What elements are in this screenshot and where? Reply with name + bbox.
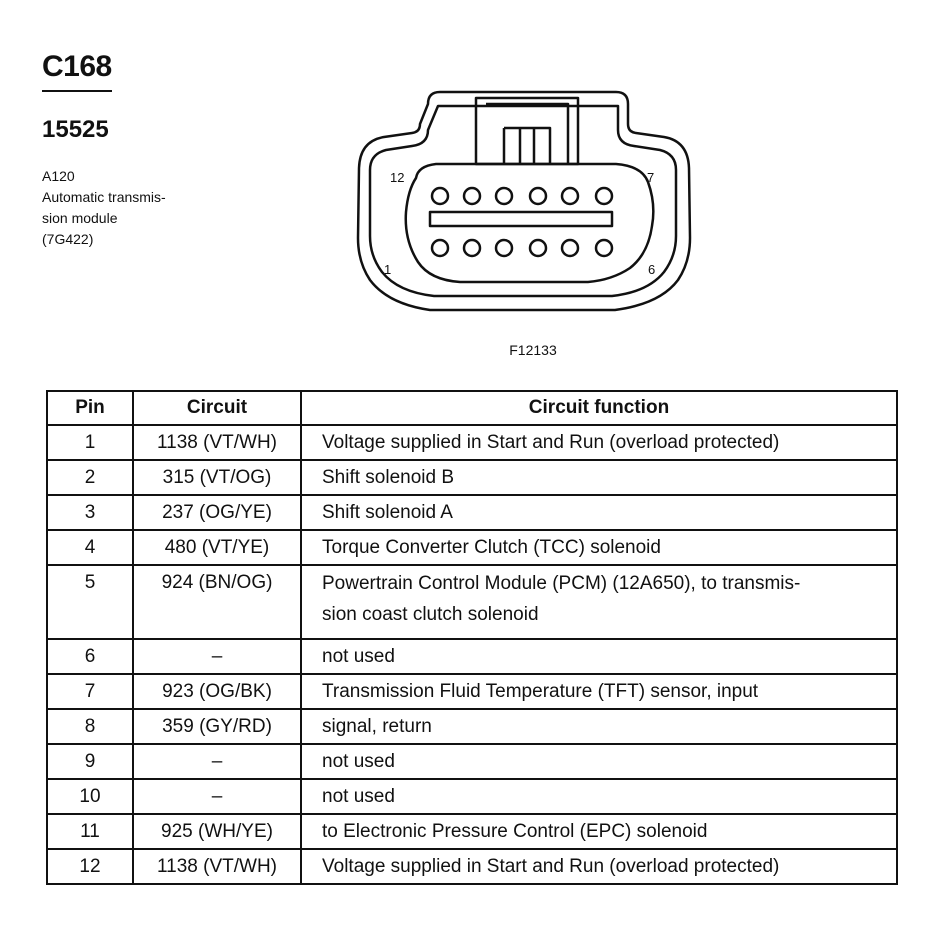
pin-cavity-11 [464,188,480,204]
pin-cell: 4 [47,530,133,565]
table-row [47,565,897,639]
circuit-cell: 1138 (VT/WH) [133,849,301,884]
table-row [47,425,897,460]
pin-label-top-left: 12 [390,170,405,185]
pin-cell: 1 [47,425,133,460]
pin-cell: 6 [47,639,133,674]
connector-id: C168 [42,50,112,92]
description-line: Automatic transmis- [42,189,166,205]
function-cell: not used [301,779,897,814]
pin-cell: 5 [47,565,133,639]
circuit-cell: 359 (GY/RD) [133,709,301,744]
description-line: A120 [42,168,75,184]
table-row [47,674,897,709]
function-line: sion coast clutch solenoid [322,604,539,625]
table-row [47,849,897,884]
pin-table [46,390,898,885]
description-line: (7G422) [42,231,94,247]
table-row [47,779,897,814]
function-cell: Shift solenoid B [301,460,897,495]
function-cell: Voltage supplied in Start and Run (overload protected) [301,425,897,460]
table-row [47,639,897,674]
figure-id: F12133 [509,342,557,358]
table-row [47,744,897,779]
table-header-row [47,391,897,425]
locking-tab [476,98,578,164]
pin-cavity-12 [432,188,448,204]
pin-cavity-7 [596,188,612,204]
function-cell [301,565,897,639]
pin-cell: 9 [47,744,133,779]
pin-cell: 3 [47,495,133,530]
pin-label-top-right: 7 [647,170,655,185]
pin-cell: 12 [47,849,133,884]
circuit-cell: 923 (OG/BK) [133,674,301,709]
table-row [47,709,897,744]
circuit-cell: 925 (WH/YE) [133,814,301,849]
header-pin: Pin [47,391,133,425]
pin-label-bottom-right: 6 [648,262,656,277]
function-cell: Voltage supplied in Start and Run (overload protected) [301,849,897,884]
circuit-cell: – [133,779,301,814]
table-row [47,495,897,530]
pin-cavity-10 [496,188,512,204]
function-cell: not used [301,639,897,674]
pin-label-bottom-left: 1 [384,262,392,277]
table-row [47,530,897,565]
circuit-cell: 315 (VT/OG) [133,460,301,495]
circuit-cell: 237 (OG/YE) [133,495,301,530]
function-cell: Shift solenoid A [301,495,897,530]
circuit-cell: – [133,639,301,674]
circuit-cell: – [133,744,301,779]
pin-cell: 11 [47,814,133,849]
circuit-cell: 1138 (VT/WH) [133,425,301,460]
header-function: Circuit function [301,391,897,425]
pin-cavity-6 [596,240,612,256]
pin-cavity-2 [464,240,480,256]
pin-cavity-3 [496,240,512,256]
function-cell: not used [301,744,897,779]
description-line: sion module [42,210,118,226]
pin-cell: 7 [47,674,133,709]
pin-cell: 10 [47,779,133,814]
part-number: 15525 [42,116,109,143]
table-row [47,460,897,495]
pin-cavity-5 [562,240,578,256]
circuit-cell: 480 (VT/YE) [133,530,301,565]
function-cell: signal, return [301,709,897,744]
pin-cavity-1 [432,240,448,256]
function-cell: Transmission Fluid Temperature (TFT) sensor, input [301,674,897,709]
function-cell: Torque Converter Clutch (TCC) solenoid [301,530,897,565]
pin-cavity-9 [530,188,546,204]
connector-description [42,166,166,250]
pin-cell: 2 [47,460,133,495]
pin-cell: 8 [47,709,133,744]
connector-face-diagram [350,86,700,346]
table-row [47,814,897,849]
function-cell: to Electronic Pressure Control (EPC) solenoid [301,814,897,849]
pin-cavity-4 [530,240,546,256]
pin-cavity-8 [562,188,578,204]
center-key-bar [430,212,612,226]
pin-cavity-face [406,164,654,282]
circuit-cell: 924 (BN/OG) [133,565,301,639]
header-circuit: Circuit [133,391,301,425]
function-line: Powertrain Control Module (PCM) (12A650), to transmis- [322,573,801,594]
